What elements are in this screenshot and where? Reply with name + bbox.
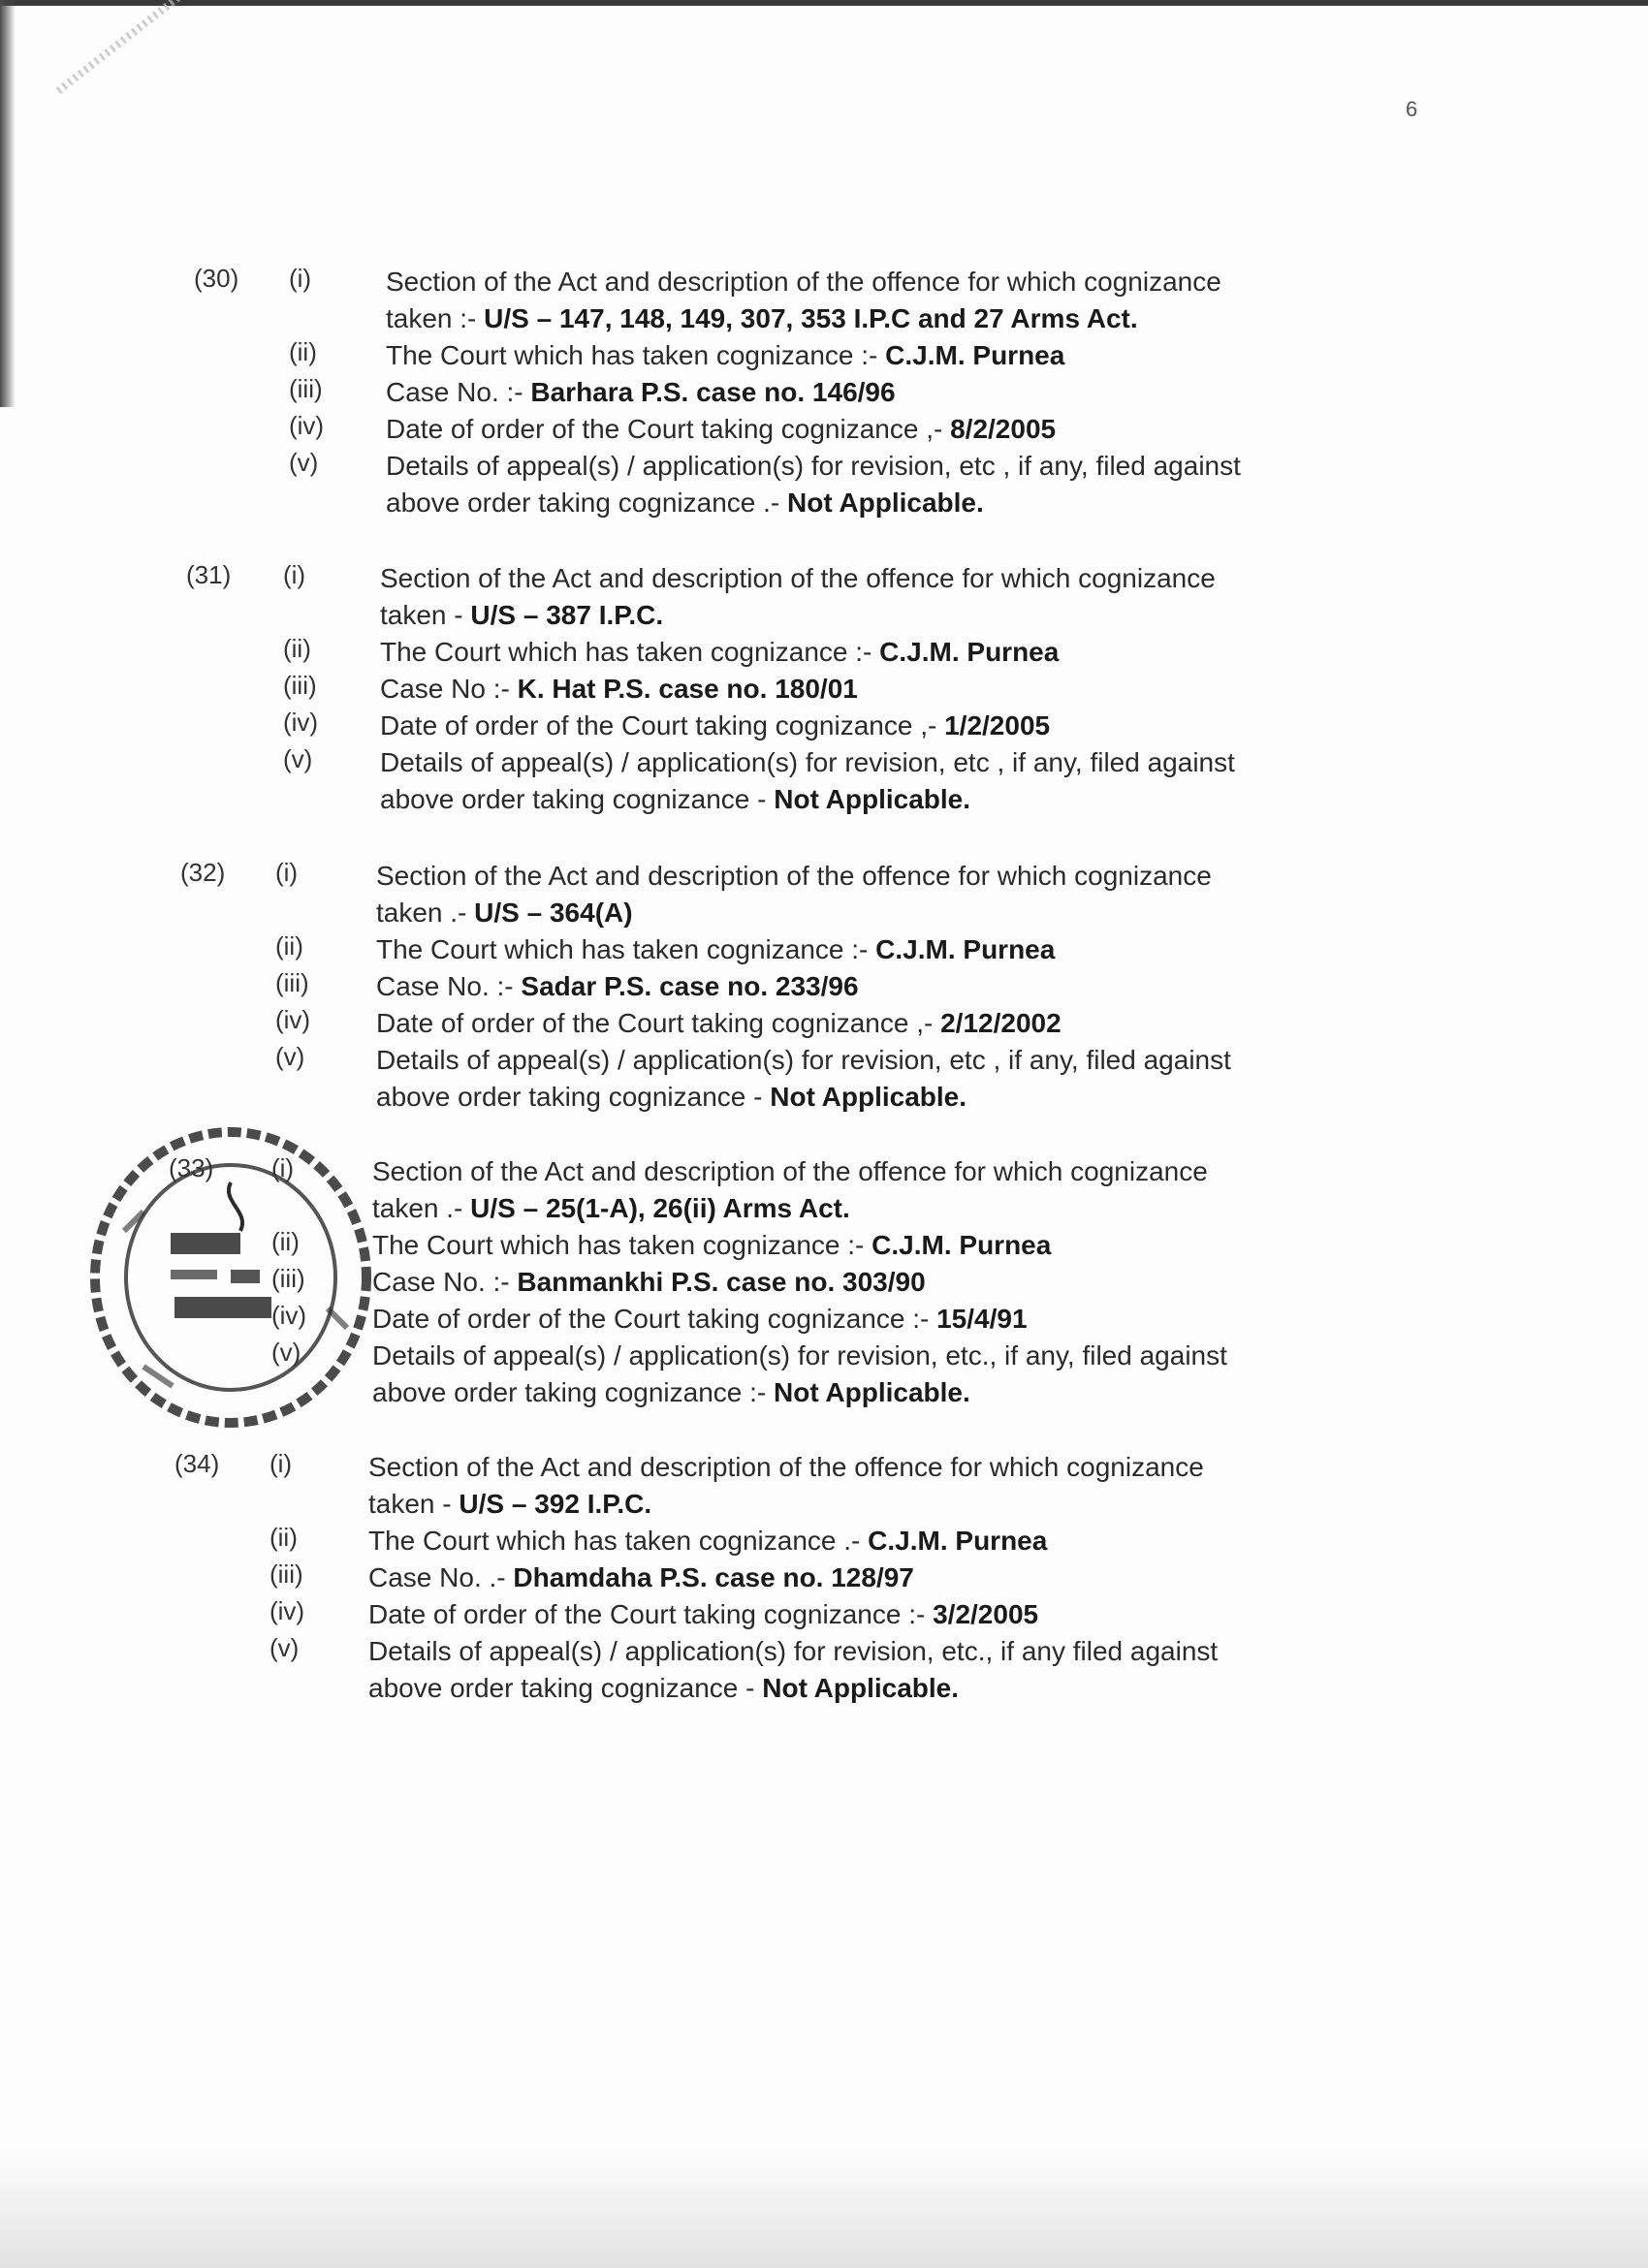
item-value: 1/2/2005 <box>944 710 1051 740</box>
item-label: taken - <box>368 1489 460 1519</box>
item-text-line <box>386 264 1221 300</box>
item-label: Section of the Act and description of the offence for which cognizance <box>368 1452 1204 1482</box>
item-text-line <box>368 1559 914 1596</box>
item-label: Case No. :- <box>386 377 531 407</box>
item-roman-numeral: (iv) <box>283 708 319 737</box>
item-text-line <box>376 968 859 1005</box>
item-label: Details of appeal(s) / application(s) for revision, etc., if any, filed against <box>372 1340 1227 1370</box>
item-roman-numeral: (iii) <box>269 1559 303 1589</box>
item-value: U/S – 392 I.P.C. <box>459 1489 652 1519</box>
scan-edge-left <box>0 0 16 407</box>
item-roman-numeral: (v) <box>289 448 319 477</box>
scan-smudge <box>56 0 321 94</box>
item-text-line <box>386 374 896 411</box>
item-label: Details of appeal(s) / application(s) for revision, etc., if any filed against <box>368 1636 1219 1666</box>
item-label: Details of appeal(s) / application(s) for revision, etc , if any, filed against <box>386 451 1241 481</box>
item-value: C.J.M. Purnea <box>872 1230 1052 1260</box>
item-roman-numeral: (ii) <box>289 337 317 366</box>
item-label: Case No. :- <box>376 971 522 1001</box>
item-text-line <box>380 671 858 708</box>
item-text-line <box>372 1190 850 1227</box>
item-value: U/S – 387 I.P.C. <box>470 600 664 630</box>
item-label: The Court which has taken cognizance :- <box>380 637 880 667</box>
item-roman-numeral: (i) <box>269 1449 293 1478</box>
item-roman-numeral: (v) <box>269 1633 300 1662</box>
item-value: Not Applicable. <box>770 1082 967 1112</box>
scan-edge-top <box>0 0 1648 6</box>
item-label: above order taking cognizance .- <box>386 488 788 518</box>
item-roman-numeral: (iii) <box>283 671 317 700</box>
item-text-line <box>386 300 1138 337</box>
item-value: K. Hat P.S. case no. 180/01 <box>517 674 858 704</box>
item-value: Sadar P.S. case no. 233/96 <box>521 971 859 1001</box>
item-roman-numeral: (iii) <box>271 1264 305 1293</box>
item-label: above order taking cognizance - <box>376 1082 771 1112</box>
item-label: Section of the Act and description of the offence for which cognizance <box>376 861 1212 891</box>
item-text-line <box>380 560 1216 597</box>
item-label: The Court which has taken cognizance :- <box>372 1230 872 1260</box>
item-text-line <box>372 1338 1227 1374</box>
item-roman-numeral: (iv) <box>269 1596 305 1625</box>
item-value: Not Applicable. <box>774 1377 970 1407</box>
item-roman-numeral: (i) <box>271 1153 295 1182</box>
item-value: U/S – 364(A) <box>474 898 633 928</box>
item-value: U/S – 25(1-A), 26(ii) Arms Act. <box>470 1193 850 1223</box>
item-value: C.J.M. Purnea <box>885 340 1065 370</box>
item-label: Case No. .- <box>368 1562 514 1592</box>
item-text-line <box>376 895 633 931</box>
item-value: U/S – 147, 148, 149, 307, 353 I.P.C and 27 Arms Act. <box>484 303 1138 333</box>
entry-number: (34) <box>174 1449 220 1478</box>
item-text-line <box>372 1374 970 1411</box>
item-label: Details of appeal(s) / application(s) for revision, etc , if any, filed against <box>380 747 1235 777</box>
item-value: 3/2/2005 <box>933 1599 1039 1629</box>
entry-number: (32) <box>180 858 226 887</box>
item-label: The Court which has taken cognizance :- <box>386 340 886 370</box>
item-value: 2/12/2002 <box>940 1008 1062 1038</box>
item-roman-numeral: (v) <box>283 744 313 773</box>
item-text-line <box>380 597 663 634</box>
item-roman-numeral: (iii) <box>289 374 323 403</box>
item-text-line <box>386 411 1056 448</box>
item-label: taken .- <box>376 898 475 928</box>
item-text-line <box>386 448 1241 485</box>
item-text-line <box>380 708 1050 744</box>
item-value: Not Applicable. <box>787 488 984 518</box>
item-label: Section of the Act and description of the offence for which cognizance <box>380 563 1216 593</box>
item-text-line <box>376 858 1212 895</box>
item-label: taken .- <box>372 1193 471 1223</box>
item-roman-numeral: (ii) <box>271 1227 300 1256</box>
item-roman-numeral: (i) <box>283 560 306 589</box>
item-label: Section of the Act and description of the offence for which cognizance <box>372 1156 1208 1186</box>
item-roman-numeral: (iii) <box>275 968 309 997</box>
item-text-line <box>368 1633 1218 1670</box>
item-text-line <box>368 1486 651 1523</box>
entry-number: (30) <box>194 264 239 293</box>
entry-number: (33) <box>169 1153 214 1182</box>
item-value: Dhamdaha P.S. case no. 128/97 <box>513 1562 914 1592</box>
scan-shadow-bottom <box>0 2152 1648 2268</box>
item-text-line <box>380 634 1059 671</box>
item-text-line <box>376 1042 1231 1079</box>
item-text-line <box>372 1227 1051 1264</box>
item-label: above order taking cognizance :- <box>372 1377 775 1407</box>
item-text-line <box>376 931 1055 968</box>
item-value: Banmankhi P.S. case no. 303/90 <box>517 1267 926 1297</box>
item-roman-numeral: (i) <box>275 858 299 887</box>
item-label: Date of order of the Court taking cognizance :- <box>368 1599 934 1629</box>
item-label: Date of order of the Court taking cognizance :- <box>372 1304 937 1334</box>
item-roman-numeral: (iv) <box>275 1005 311 1034</box>
item-label: Date of order of the Court taking cognizance ,- <box>380 710 945 740</box>
item-roman-numeral: (v) <box>275 1042 305 1071</box>
item-label: taken :- <box>386 303 485 333</box>
item-label: taken - <box>380 600 471 630</box>
item-roman-numeral: (iv) <box>289 411 325 440</box>
seal-stamp-icon <box>95 1132 366 1423</box>
item-value: 8/2/2005 <box>950 414 1057 444</box>
item-roman-numeral: (ii) <box>275 931 303 961</box>
item-roman-numeral: (iv) <box>271 1301 307 1330</box>
item-text-line <box>386 485 984 521</box>
item-text-line <box>386 337 1064 374</box>
item-label: Section of the Act and description of the offence for which cognizance <box>386 267 1221 297</box>
item-label: Date of order of the Court taking cognizance ,- <box>386 414 951 444</box>
item-label: Details of appeal(s) / application(s) for revision, etc , if any, filed against <box>376 1045 1231 1075</box>
page-number: 6 <box>1406 97 1418 121</box>
item-label: above order taking cognizance - <box>368 1673 763 1703</box>
item-text-line <box>372 1301 1028 1338</box>
item-text-line <box>372 1153 1208 1190</box>
item-label: Date of order of the Court taking cognizance ,- <box>376 1008 941 1038</box>
item-roman-numeral: (ii) <box>283 634 311 663</box>
item-roman-numeral: (i) <box>289 264 312 293</box>
item-value: Not Applicable. <box>774 784 971 814</box>
item-label: The Court which has taken cognizance .- <box>368 1526 869 1556</box>
item-value: C.J.M. Purnea <box>879 637 1060 667</box>
item-roman-numeral: (ii) <box>269 1523 298 1552</box>
entry-number: (31) <box>186 560 232 589</box>
court-seal-stamp <box>85 1115 376 1434</box>
item-text-line <box>368 1670 959 1707</box>
item-text-line <box>368 1449 1204 1486</box>
item-text-line <box>368 1523 1047 1559</box>
item-text-line <box>376 1079 967 1116</box>
item-roman-numeral: (v) <box>271 1338 301 1367</box>
item-label: The Court which has taken cognizance :- <box>376 934 876 964</box>
item-value: C.J.M. Purnea <box>875 934 1056 964</box>
item-text-line <box>380 781 970 818</box>
item-label: Case No. :- <box>372 1267 518 1297</box>
item-label: Case No :- <box>380 674 518 704</box>
item-value: Barhara P.S. case no. 146/96 <box>530 377 896 407</box>
item-value: C.J.M. Purnea <box>868 1526 1048 1556</box>
item-text-line <box>372 1264 926 1301</box>
item-text-line <box>368 1596 1038 1633</box>
item-value: Not Applicable. <box>762 1673 960 1703</box>
item-text-line <box>376 1005 1062 1042</box>
item-value: 15/4/91 <box>936 1304 1028 1334</box>
item-text-line <box>380 744 1235 781</box>
item-label: above order taking cognizance - <box>380 784 775 814</box>
